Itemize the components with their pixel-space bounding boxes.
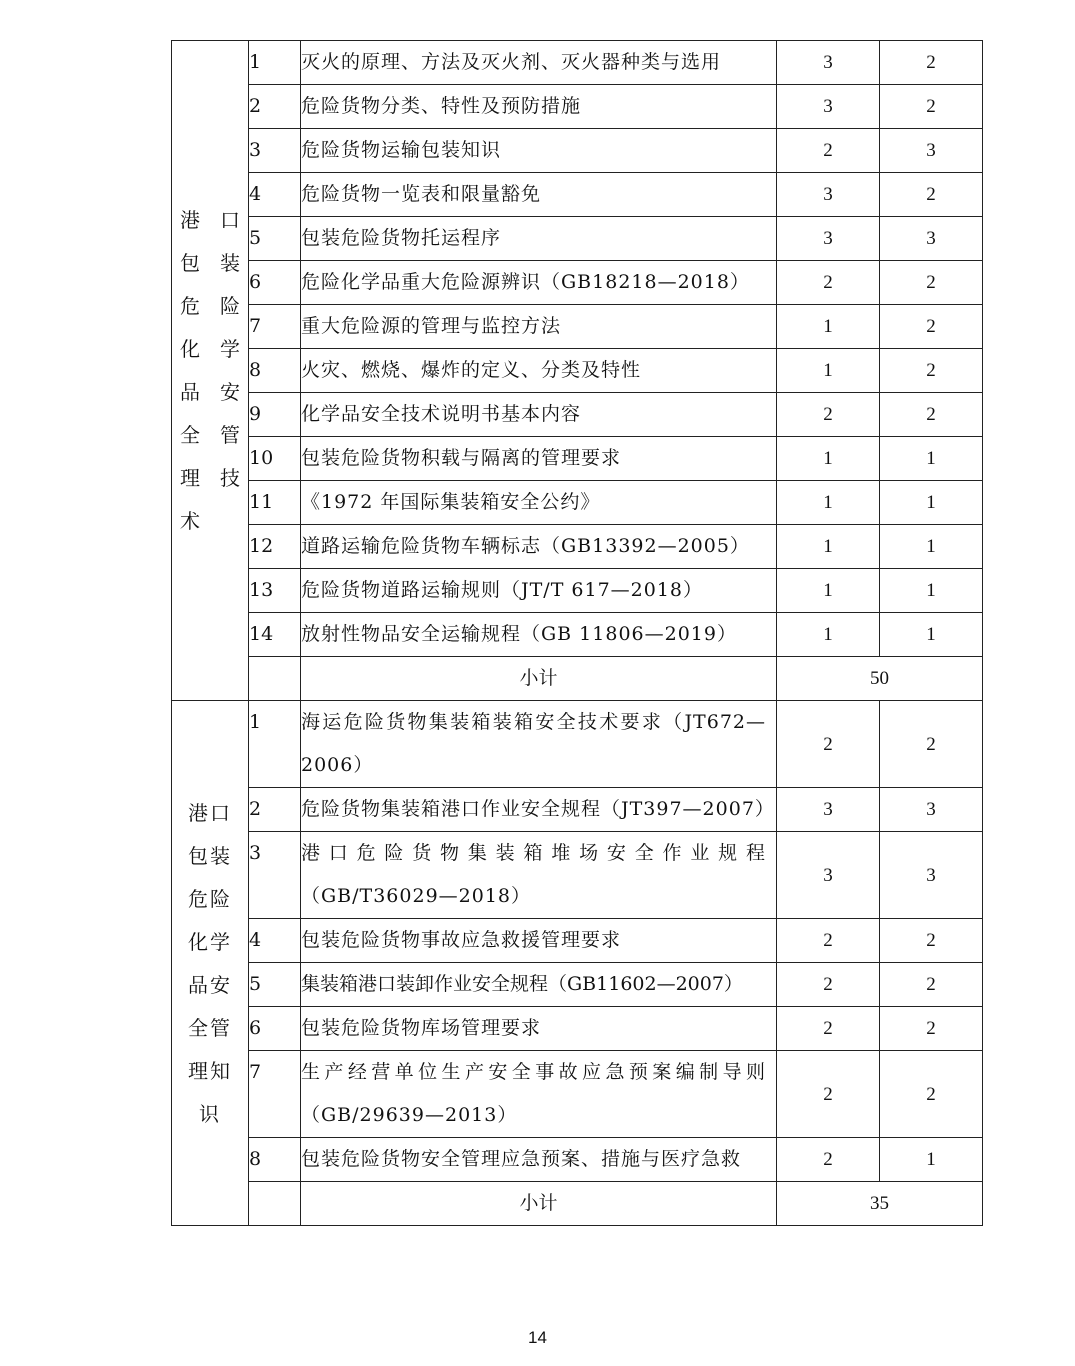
hours-a: 3 — [777, 217, 880, 261]
section2-title-line: 港口 — [188, 800, 232, 825]
row-number: 11 — [249, 481, 301, 525]
table-row — [172, 919, 983, 963]
course-name: 危险货物集装箱港口作业安全规程（JT397—2007） — [301, 788, 777, 832]
section1-title-char: 包 — [180, 251, 200, 275]
row-number: 8 — [249, 1138, 301, 1182]
table-row — [172, 613, 983, 657]
row-number: 4 — [249, 173, 301, 217]
hours-a: 3 — [777, 85, 880, 129]
section1-title-char: 术 — [180, 509, 200, 533]
subtotal-row — [172, 657, 983, 701]
row-number: 4 — [249, 919, 301, 963]
course-name: 包装危险货物积载与隔离的管理要求 — [301, 437, 777, 481]
row-number: 10 — [249, 437, 301, 481]
hours-a: 3 — [777, 832, 880, 919]
row-number: 3 — [249, 129, 301, 173]
row-number: 1 — [249, 41, 301, 85]
hours-b: 2 — [880, 1007, 983, 1051]
section2-title-line: 危险 — [188, 886, 232, 911]
hours-b: 2 — [880, 349, 983, 393]
table-row — [172, 788, 983, 832]
row-number: 7 — [249, 305, 301, 349]
table-row — [172, 173, 983, 217]
section2-title-line: 品安 — [188, 972, 232, 997]
course-name: 火灾、燃烧、爆炸的定义、分类及特性 — [301, 349, 777, 393]
hours-a: 2 — [777, 261, 880, 305]
hours-b: 2 — [880, 261, 983, 305]
row-number: 5 — [249, 963, 301, 1007]
hours-a: 2 — [777, 129, 880, 173]
row-number: 12 — [249, 525, 301, 569]
hours-b: 2 — [880, 701, 983, 788]
section2-title — [172, 701, 249, 1226]
hours-a: 1 — [777, 437, 880, 481]
hours-a: 2 — [777, 1051, 880, 1138]
section1-title-char: 学 — [220, 337, 240, 361]
course-name: 港口危险货物集装箱堆场安全作业规程（GB/T36029—2018） — [301, 832, 777, 919]
section1-title-char: 危 — [180, 294, 200, 318]
row-number: 6 — [249, 261, 301, 305]
subtotal-value: 50 — [777, 657, 983, 701]
row-number: 5 — [249, 217, 301, 261]
course-name: 包装危险货物库场管理要求 — [301, 1007, 777, 1051]
hours-b: 1 — [880, 1138, 983, 1182]
course-name: 化学品安全技术说明书基本内容 — [301, 393, 777, 437]
course-name: 道路运输危险货物车辆标志（GB13392—2005） — [301, 525, 777, 569]
table-row — [172, 963, 983, 1007]
hours-a: 1 — [777, 305, 880, 349]
hours-b: 2 — [880, 1051, 983, 1138]
hours-a: 2 — [777, 701, 880, 788]
curriculum-table — [171, 40, 983, 1226]
course-name: 放射性物品安全运输规程（GB 11806—2019） — [301, 613, 777, 657]
section1-title-char: 全 — [180, 423, 200, 447]
row-number: 2 — [249, 788, 301, 832]
hours-a: 2 — [777, 1007, 880, 1051]
hours-a: 3 — [777, 788, 880, 832]
course-name: 包装危险货物托运程序 — [301, 217, 777, 261]
course-name: 重大危险源的管理与监控方法 — [301, 305, 777, 349]
course-name: 灭火的原理、方法及灭火剂、灭火器种类与选用 — [301, 41, 777, 85]
hours-a: 1 — [777, 569, 880, 613]
row-number: 8 — [249, 349, 301, 393]
hours-b: 3 — [880, 788, 983, 832]
hours-b: 3 — [880, 129, 983, 173]
row-number: 3 — [249, 832, 301, 919]
course-name: 危险货物运输包装知识 — [301, 129, 777, 173]
course-name: 危险化学品重大危险源辨识（GB18218—2018） — [301, 261, 777, 305]
section2-title-line: 识 — [199, 1101, 221, 1126]
section1-title-char: 管 — [220, 423, 240, 447]
hours-a: 1 — [777, 525, 880, 569]
table-row — [172, 569, 983, 613]
table-row — [172, 437, 983, 481]
row-number: 7 — [249, 1051, 301, 1138]
hours-a: 2 — [777, 919, 880, 963]
hours-b: 3 — [880, 217, 983, 261]
row-number: 2 — [249, 85, 301, 129]
section1-title-char: 装 — [220, 251, 240, 275]
hours-b: 2 — [880, 173, 983, 217]
hours-b: 1 — [880, 481, 983, 525]
subtotal-label: 小计 — [301, 657, 777, 701]
table-row — [172, 832, 983, 919]
hours-a: 1 — [777, 613, 880, 657]
section1-title-char: 险 — [220, 294, 240, 318]
section1-title-char: 品 — [180, 380, 200, 404]
hours-a: 1 — [777, 349, 880, 393]
course-name: 危险货物分类、特性及预防措施 — [301, 85, 777, 129]
section2-title-line: 包装 — [188, 843, 232, 868]
table-row — [172, 525, 983, 569]
section1-title-char: 港 — [180, 208, 200, 232]
table-row — [172, 217, 983, 261]
hours-b: 2 — [880, 85, 983, 129]
row-number: 1 — [249, 701, 301, 788]
hours-b: 1 — [880, 525, 983, 569]
empty-cell — [249, 1182, 301, 1226]
hours-b: 2 — [880, 393, 983, 437]
course-name: 包装危险货物安全管理应急预案、措施与医疗急救 — [301, 1138, 777, 1182]
hours-b: 1 — [880, 437, 983, 481]
table-row — [172, 261, 983, 305]
hours-b: 2 — [880, 41, 983, 85]
course-name: 集装箱港口装卸作业安全规程（GB11602—2007） — [301, 963, 777, 1007]
subtotal-label: 小计 — [301, 1182, 777, 1226]
course-name: 海运危险货物集装箱装箱安全技术要求（JT672—2006） — [301, 701, 777, 788]
section1-title-char: 安 — [220, 380, 240, 404]
empty-cell — [249, 657, 301, 701]
section2-title-line: 化学 — [188, 929, 232, 954]
table-row — [172, 1051, 983, 1138]
subtotal-row — [172, 1182, 983, 1226]
subtotal-value: 35 — [777, 1182, 983, 1226]
row-number: 13 — [249, 569, 301, 613]
row-number: 14 — [249, 613, 301, 657]
section1-title-char: 技 — [220, 466, 240, 490]
hours-b: 2 — [880, 963, 983, 1007]
hours-a: 2 — [777, 1138, 880, 1182]
section1-title-char: 口 — [220, 208, 240, 232]
course-name: 危险货物道路运输规则（JT/T 617—2018） — [301, 569, 777, 613]
table-row — [172, 1138, 983, 1182]
section1-title — [172, 41, 249, 701]
section2-title-line: 理知 — [188, 1058, 232, 1083]
hours-a: 2 — [777, 393, 880, 437]
row-number: 9 — [249, 393, 301, 437]
hours-b: 1 — [880, 613, 983, 657]
course-name: 生产经营单位生产安全事故应急预案编制导则（GB/29639—2013） — [301, 1051, 777, 1138]
course-name: 危险货物一览表和限量豁免 — [301, 173, 777, 217]
hours-b: 2 — [880, 305, 983, 349]
section1-title-char: 理 — [180, 466, 200, 490]
table-row — [172, 481, 983, 525]
table-row — [172, 41, 983, 85]
row-number: 6 — [249, 1007, 301, 1051]
table-row — [172, 1007, 983, 1051]
hours-a: 1 — [777, 481, 880, 525]
hours-a: 3 — [777, 173, 880, 217]
hours-b: 1 — [880, 569, 983, 613]
hours-b: 3 — [880, 832, 983, 919]
page-number: 14 — [528, 1328, 547, 1347]
section2-title-line: 全管 — [188, 1015, 232, 1040]
table-row — [172, 701, 983, 788]
table-row — [172, 129, 983, 173]
section1-title-char: 化 — [180, 337, 200, 361]
hours-a: 3 — [777, 41, 880, 85]
table-row — [172, 349, 983, 393]
hours-a: 2 — [777, 963, 880, 1007]
course-name: 包装危险货物事故应急救援管理要求 — [301, 919, 777, 963]
table-row — [172, 85, 983, 129]
hours-b: 2 — [880, 919, 983, 963]
table-row — [172, 305, 983, 349]
course-name: 《1972 年国际集装箱安全公约》 — [301, 481, 777, 525]
table-row — [172, 393, 983, 437]
